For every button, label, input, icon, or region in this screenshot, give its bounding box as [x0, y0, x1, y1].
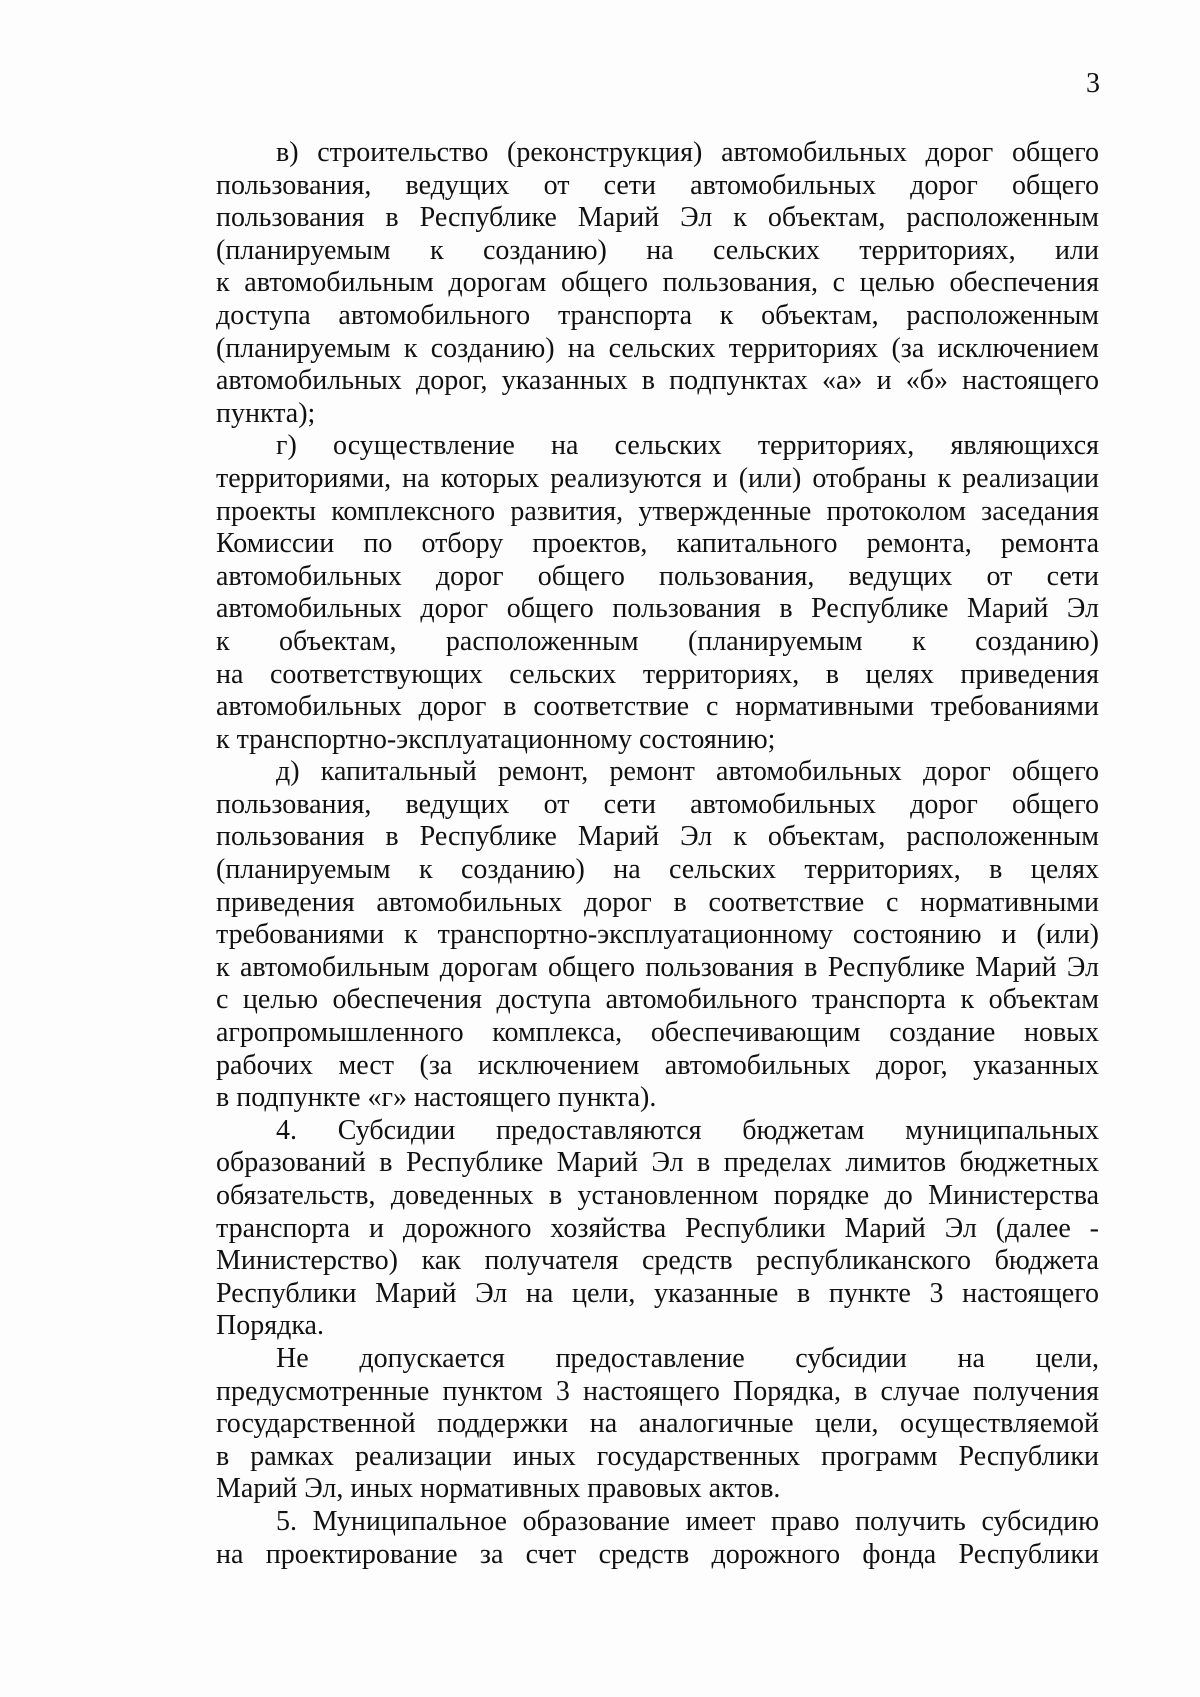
text-line: транспорта и дорожного хозяйства Республики Марий Эл (далее -	[216, 1212, 1099, 1244]
text-line: образований в Республике Марий Эл в пределах лимитов бюджетных	[216, 1147, 1099, 1179]
text-line: (планируемым к созданию) на сельских территориях (за исключением	[216, 332, 1099, 364]
text-line: к автомобильным дорогам общего пользования в Республике Марий Эл	[216, 951, 1099, 983]
text-line: пользования, ведущих от сети автомобильных дорог общего	[216, 788, 1099, 820]
text-line: с целью обеспечения доступа автомобильного транспорта к объектам	[216, 984, 1099, 1016]
text-line: государственной поддержки на аналогичные цели, осуществляемой	[216, 1408, 1099, 1440]
text-line: автомобильных дорог общего пользования в Республике Марий Эл	[216, 593, 1099, 625]
text-line: Республики Марий Эл на цели, указанные в пункте 3 настоящего	[216, 1277, 1099, 1309]
text-line: 4. Субсидии предоставляются бюджетам муниципальных	[276, 1114, 1099, 1146]
text-line: Порядка.	[216, 1310, 324, 1342]
text-line: к объектам, расположенным (планируемым к созданию)	[216, 625, 1099, 657]
text-line: Не допускается предоставление субсидии на цели,	[276, 1342, 1099, 1374]
text-line: агропромышленного комплекса, обеспечивающим создание новых	[216, 1017, 1099, 1049]
paragraph	[216, 756, 1099, 1115]
text-line: г) осуществление на сельских территориях, являющихся	[276, 430, 1099, 462]
paragraph	[216, 1506, 1099, 1571]
text-line: пользования в Республике Марий Эл к объектам, расположенным	[216, 821, 1099, 853]
text-line: пункта);	[216, 397, 316, 429]
text-line: Марий Эл, иных нормативных правовых актов.	[216, 1473, 781, 1505]
text-line: требованиями к транспортно-эксплуатационному состоянию и (или)	[216, 919, 1099, 951]
text-line: Министерство) как получателя средств республиканского бюджета	[216, 1245, 1099, 1277]
text-line: автомобильных дорог общего пользования, ведущих от сети	[216, 560, 1099, 592]
text-line: территориями, на которых реализуются и (или) отобраны к реализации	[216, 462, 1099, 494]
text-line: 5. Муниципальное образование имеет право получить субсидию	[276, 1505, 1099, 1537]
text-line: предусмотренные пунктом 3 настоящего Порядка, в случае получения	[216, 1375, 1099, 1407]
text-line: рабочих мест (за исключением автомобильных дорог, указанных	[216, 1049, 1099, 1081]
text-line: автомобильных дорог в соответствие с нормативными требованиями	[216, 691, 1099, 723]
text-line: приведения автомобильных дорог в соответствие с нормативными	[216, 886, 1099, 918]
text-line: в) строительство (реконструкция) автомобильных дорог общего	[276, 137, 1099, 168]
text-line: автомобильных дорог, указанных в подпунктах «а» и «б» настоящего	[216, 365, 1099, 397]
text-line: на проектирование за счет средств дорожного фонда Республики	[216, 1538, 1099, 1570]
text-line: доступа автомобильного транспорта к объектам, расположенным	[216, 299, 1099, 331]
text-line: пользования, ведущих от сети автомобильных дорог общего	[216, 169, 1099, 201]
text-line: Комиссии по отбору проектов, капитального ремонта, ремонта	[216, 528, 1099, 560]
text-line: обязательств, доведенных в установленном порядке до Министерства	[216, 1180, 1099, 1211]
paragraph	[216, 137, 1099, 430]
paragraph	[216, 430, 1099, 756]
paragraph	[216, 1115, 1099, 1343]
text-line: проекты комплексного развития, утвержденные протоколом заседания	[216, 495, 1099, 527]
text-line: в подпункте «г» настоящего пункта).	[216, 1082, 657, 1114]
text-line: на соответствующих сельских территориях, в целях приведения	[216, 658, 1099, 690]
text-line: (планируемым к созданию) на сельских территориях, или	[216, 234, 1099, 266]
text-line: к транспортно-эксплуатационному состоянию;	[216, 723, 776, 755]
text-line: в рамках реализации иных государственных программ Республики	[216, 1440, 1099, 1472]
text-line: пользования в Республике Марий Эл к объектам, расположенным	[216, 202, 1099, 234]
document-body	[216, 137, 1099, 1571]
text-line: д) капитальный ремонт, ремонт автомобильных дорог общего	[276, 756, 1099, 788]
page-number: 3	[1086, 68, 1100, 99]
text-line: (планируемым к созданию) на сельских территориях, в целях	[216, 854, 1099, 886]
paragraph	[216, 1343, 1099, 1506]
text-line: к автомобильным дорогам общего пользования, с целью обеспечения	[216, 267, 1099, 299]
